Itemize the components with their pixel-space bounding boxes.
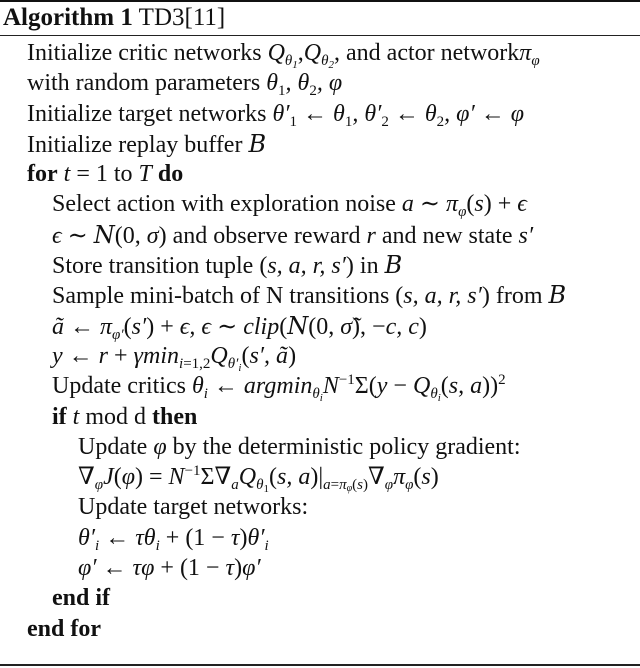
math-target-action: ã ← $\pi_{\varphi'}(s') + \epsilon$, ϵ ∼ clip(N(0, σ̃), −c, c) [52, 311, 427, 343]
algo-line-end-for [0, 614, 640, 644]
line-text: and observe reward [166, 222, 367, 249]
algo-line-update-critics [0, 371, 640, 405]
algo-line-1: Initialize critic networks $Q_{\theta_1},Q_{\theta_2}$, and actor networkπ$_\varphi$ [27, 40, 540, 71]
math-soft-update-phi: φ′ ← τφ + (1 − τ)φ′ [78, 555, 261, 582]
math-q-theta1: $Q_{\theta_1}$ [267, 40, 298, 71]
algo-line-observe [0, 220, 640, 250]
line-text: Select action with exploration noise [52, 191, 402, 218]
line-text: Store transition tuple [52, 253, 260, 280]
algo-line-select-action [0, 189, 640, 219]
keyword-do: do [157, 161, 184, 188]
algo-line-soft-update-phi [0, 553, 640, 583]
line-text: Initialize target networks [27, 100, 273, 127]
line-text: and new state [375, 222, 519, 249]
line-text: Update [78, 433, 154, 460]
math-T: T [138, 161, 152, 188]
math-t-eq-1: t = 1 [63, 161, 108, 188]
algorithm-caption [3, 3, 225, 33]
line-text: in [353, 253, 385, 280]
math-clip: clip [243, 313, 280, 340]
math-y-target: y ← $r + \gamma\min_{i=1,2}Q_{\theta'_i}(s'$, ã) [52, 342, 297, 374]
line-text: , and actor network [334, 40, 520, 66]
line-text: Initialize replay buffer [27, 131, 249, 158]
line-text: by the deterministic policy gradient: [166, 433, 521, 460]
math-action-noise: a ∼ $\pi_\varphi(s) + \epsilon$ [401, 191, 527, 221]
caption-rule [0, 35, 640, 36]
algo-line-store [0, 250, 640, 280]
math-pi-phi: $\pi_\varphi$ [519, 40, 540, 69]
algo-line-end-if [0, 583, 640, 613]
math-min: min [143, 342, 180, 369]
math-phi: φ [153, 433, 167, 460]
line-text: Sample mini-batch of N transitions [52, 283, 396, 310]
algo-line-2 [0, 68, 640, 98]
algo-line-update-phi [0, 432, 640, 462]
math-target-init: $\theta'_1$ ← $\theta_1$, $\theta'_2$ ← $\theta_2$, φ′ ← φ [272, 100, 524, 130]
top-rule [0, 0, 640, 2]
bottom-rule [0, 664, 640, 666]
line-text: to [107, 161, 139, 188]
line-text: mod d [79, 403, 153, 430]
line-text: Initialize critic networks [27, 40, 268, 66]
math-t: t [72, 403, 80, 430]
math-buffer-b: B [548, 281, 567, 310]
math-eps-normal: ϵ ∼ N(0, σ) [52, 220, 167, 249]
algo-line-target-action [0, 311, 640, 341]
keyword-then: then [152, 403, 198, 430]
line-text: from [489, 283, 549, 310]
keyword-if: if [52, 403, 67, 430]
math-s-prime: s′ [518, 222, 534, 249]
math-params: $\theta_1$, $\theta_2$, φ [266, 70, 343, 100]
line-text: Update critics [52, 373, 192, 400]
algorithm-body [0, 38, 640, 644]
algo-line-3 [0, 99, 640, 129]
algo-line-4 [0, 129, 640, 159]
algo-line-sample [0, 280, 640, 310]
math-policy-gradient: $\nabla_\varphi J(\varphi) = N^{-1}\Sigma\nabla_aQ_{\theta_1}(s$, $a)|_{a=\pi_\varphi(s)}\nabla_\varphi\pi_\varphi(s)$ [78, 463, 439, 496]
algo-line-soft-update-theta [0, 523, 640, 553]
math-buffer-b: B [384, 251, 403, 280]
math-r: r [366, 222, 376, 249]
algo-line-for [0, 159, 640, 189]
math-buffer-b: B [248, 129, 267, 158]
line-text: with random parameters [27, 70, 267, 97]
algo-line-policy-gradient [0, 462, 640, 496]
line-text: Update target networks: [78, 494, 309, 521]
algorithm-title: TD3[11] [138, 4, 226, 31]
keyword-end-for: end for [27, 615, 101, 642]
math-tuple: (s, a, r, s′) [259, 253, 354, 280]
keyword-for: for [27, 161, 58, 188]
keyword-end-if: end if [52, 585, 111, 612]
math-soft-update-theta: $\theta'_i$ ← $\tau\theta_i + (1 - \tau)\theta'_i$ [78, 524, 269, 554]
algo-line-update-target [0, 492, 640, 522]
math-q-theta2: $Q_{\theta_2}$ [303, 40, 335, 71]
math-argmin: argmin [243, 373, 313, 400]
math-critic-update: $\theta_i$ ← $argmin_{\theta_i}N^{-1}\Sigma(y - Q_{\theta_i}(s$, a))$^2$ [191, 372, 506, 405]
math-tuple: (s, a, r, s′) [395, 283, 490, 310]
algorithm-label: Algorithm 1 [3, 4, 133, 31]
algo-line-if [0, 402, 640, 432]
algo-line-y-target [0, 341, 640, 374]
